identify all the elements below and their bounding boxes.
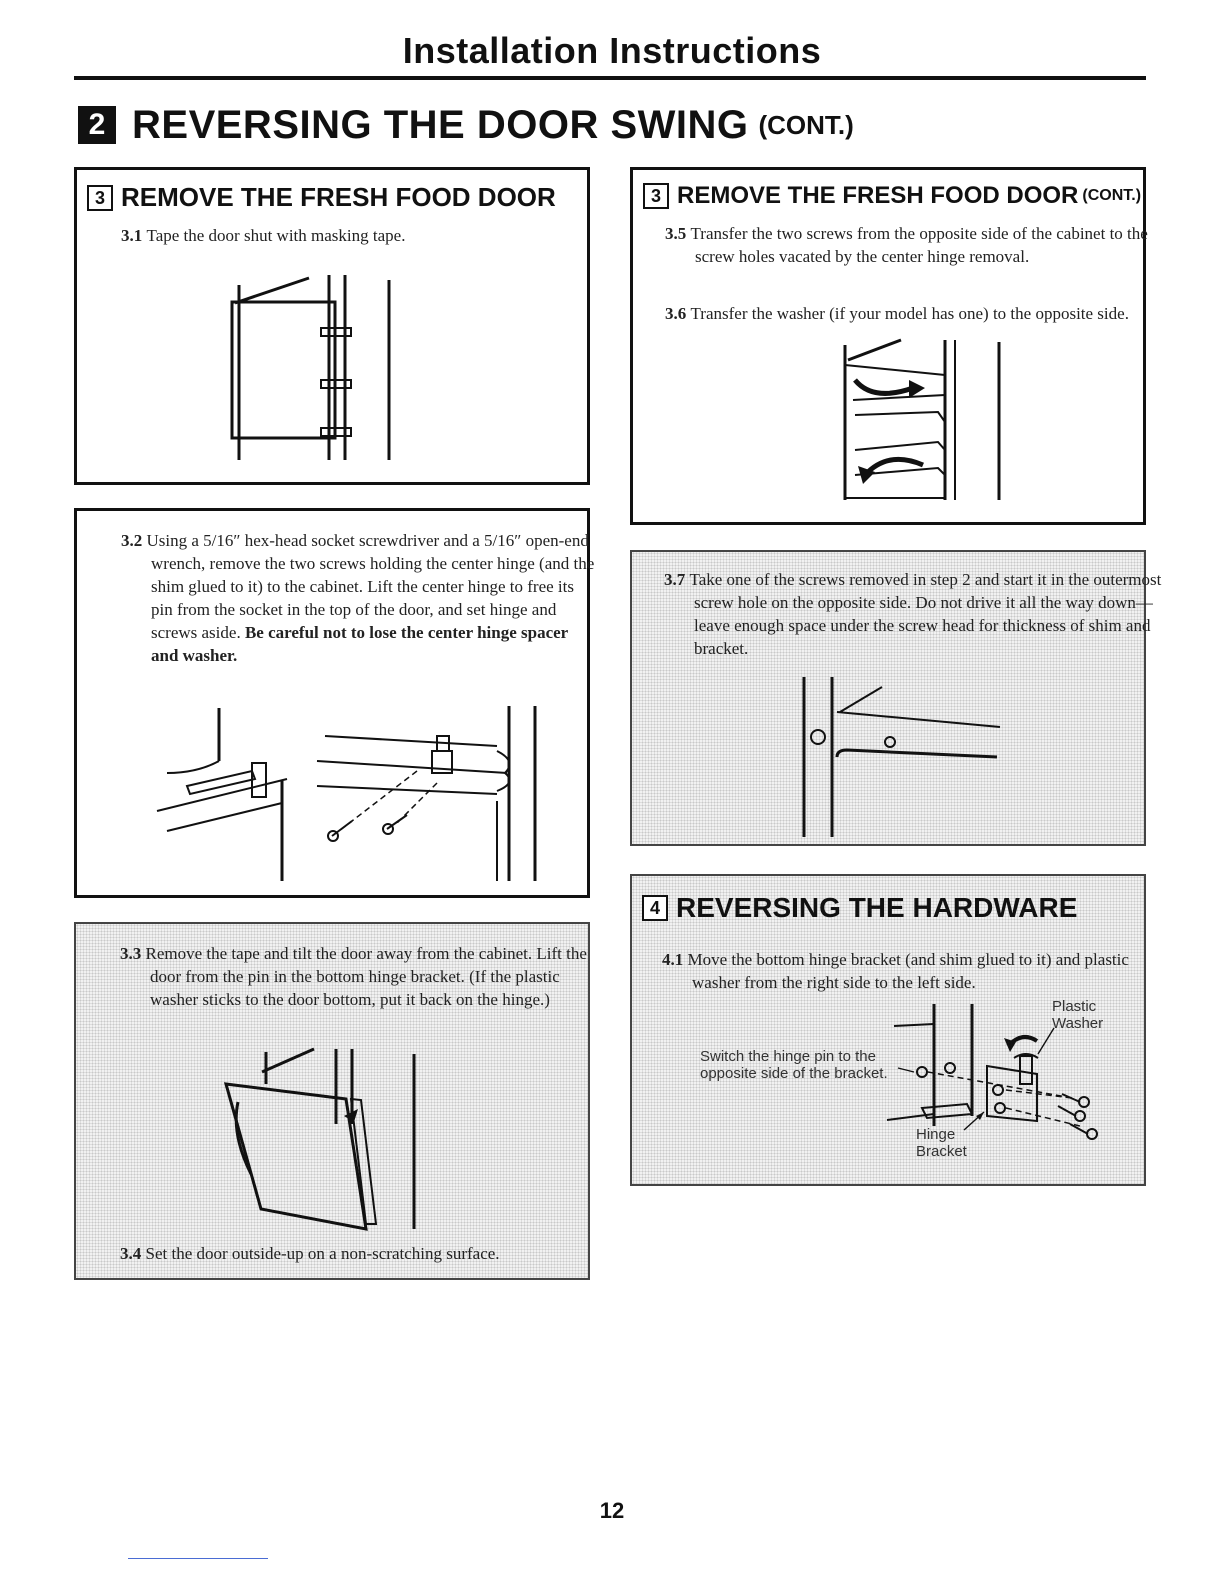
step-text: Take one of the screws removed in step 2 and start it in the outermost screw hole on the opposite side. Do not drive it all the way down—leave enough space under the screw head for thickness of shim and bracket.: [689, 570, 1162, 658]
callout-line: Washer: [1052, 1015, 1104, 1032]
step-num: 3.1: [121, 226, 147, 245]
step-num: 3.2: [121, 531, 147, 550]
washer-transfer-illustration: [633, 170, 1149, 528]
step-3-4: [120, 1242, 610, 1265]
page-number: 12: [599, 1498, 625, 1523]
tilt-door-illustration: [76, 924, 592, 1282]
callout-line: Plastic: [1052, 998, 1097, 1015]
page-header-title: Installation Instructions: [402, 30, 822, 71]
box-remove-door-cont: [630, 167, 1146, 525]
box-step-3-7: [630, 550, 1162, 846]
step-number-badge: 3: [643, 183, 669, 209]
step-number-badge: 4: [642, 895, 668, 921]
center-hinge-removal-illustration: [77, 511, 593, 901]
step-num: 3.7: [664, 570, 690, 589]
box-title-text: REMOVE THE FRESH FOOD DOOR: [121, 182, 556, 212]
box-reversing-hardware: [630, 874, 1146, 1186]
step-text: Move the bottom hinge bracket (and shim glued to it) and plastic washer from the right side to the left side.: [687, 950, 1129, 992]
step-text: Transfer the washer (if your model has one) to the opposite side.: [690, 304, 1129, 323]
box-title-text: REVERSING THE HARDWARE: [676, 892, 1078, 923]
footer-line: [128, 1558, 268, 1559]
step-text: Tape the door shut with masking tape.: [146, 226, 406, 245]
step-number-badge: 3: [87, 185, 113, 211]
step-text: Transfer the two screws from the opposite side of the cabinet to the screw holes vacated by the center hinge removal.: [690, 224, 1148, 266]
callout-line: Hinge: [916, 1126, 956, 1143]
step-num: 3.6: [665, 304, 691, 323]
section-number: 2: [78, 106, 116, 144]
step-num: 3.3: [120, 944, 146, 963]
step-num: 3.4: [120, 1244, 146, 1263]
hinge-bracket-illustration: [632, 876, 1148, 1188]
section-heading: [78, 100, 854, 150]
box-title-cont: (CONT.): [1082, 187, 1142, 204]
box-title-text: REMOVE THE FRESH FOOD DOOR: [677, 182, 1079, 209]
step-num: 4.1: [662, 950, 688, 969]
callout-line: opposite side of the bracket.: [700, 1065, 888, 1082]
section-cont: (CONT.): [758, 109, 854, 140]
callout-line: Bracket: [916, 1143, 967, 1160]
box-step-3-2: [74, 508, 595, 898]
step-num: 3.5: [665, 224, 691, 243]
door-taped-illustration: [77, 170, 593, 488]
step-text: Using a 5/16″ hex-head socket screwdriver and a 5/16″ open-end wrench, remove the two screws holding the center hinge (and the shim glued to it) to the cabinet. Lift the center hinge to free its pin from the socket in the top of the door, and set hinge and screws aside.: [146, 531, 595, 642]
box-step-3-3: [74, 922, 590, 1280]
step-text: Remove the tape and tilt the door away from the cabinet. Lift the door from the pin in the bottom hinge bracket. (If the plastic washer sticks to the door bottom, put it back on the hinge.): [145, 944, 587, 1009]
callout-line: Switch the hinge pin to the: [700, 1048, 876, 1065]
step-warning: Be careful not to lose the center hinge spacer and washer.: [151, 623, 568, 665]
step-text: Set the door outside-up on a non-scratching surface.: [145, 1244, 500, 1263]
screw-start-illustration: [632, 552, 1148, 848]
header-rule: [74, 76, 1146, 80]
section-title: REVERSING THE DOOR SWING: [132, 102, 749, 147]
box-remove-door: [74, 167, 590, 485]
